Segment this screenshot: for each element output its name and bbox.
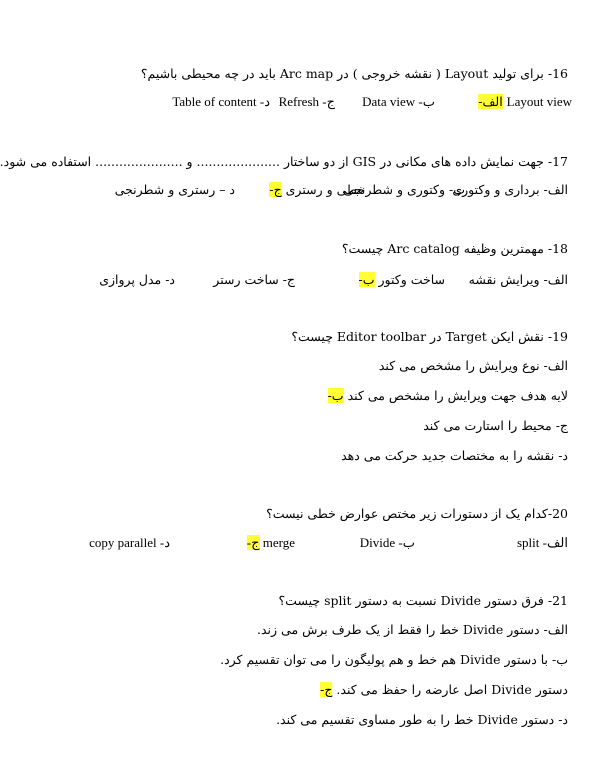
q17-question: 17- جهت نمایش داده های مکانی در GIS از دو ساختار ..................... و ...................... استفاده می شود. [0,154,568,169]
q20-option-d: د- copy parallel [89,535,170,550]
q21-question: 21- فرق دستور Divide نسبت به دستور split چیست؟ [278,593,568,608]
q18-option-b [359,271,446,289]
q17-option-a: الف- برداری و وکتوری [452,182,568,197]
q19-question: 19- نقش ایکن Target در Editor toolbar چیست؟ [291,329,568,344]
q17-option-b: ب- وکتوری و شطرنجی [343,182,465,197]
q19-option-c: ج- محیط را استارت می کند [423,418,568,433]
q21-option-d: د- دستور Divide خط را به طور مساوی تقسیم می کند. [276,712,568,727]
q21-option-a: الف- دستور Divide خط را فقط از یک طرف برش می زند. [257,622,568,637]
q20-option-c-text: merge [262,535,295,550]
q20-option-c-key: ج- [246,535,260,550]
q20-question: 20-کدام یک از دستورات زیر مختص عوارض خطی نیست؟ [266,506,568,521]
q20-option-c [247,534,295,552]
q16-option-d: د- Table of content [172,94,270,109]
q19-option-b-key: ب- [327,388,344,403]
q19-option-d: د- نقشه را به مختصات جدید حرکت می دهد [341,448,568,463]
q16-question: 16- برای تولید Layout ( نقشه خروجی ) در Arc map باید در چه محیطی باشیم؟ [140,66,568,81]
q16-option-a-key: الف- [478,94,503,109]
q19-option-a: الف- نوع ویرایش را مشخص می کند [378,358,568,373]
q18-option-b-key: ب- [358,272,375,287]
q20-option-b: ب- Divide [359,535,415,550]
q17-option-c [269,181,365,199]
q17-option-c-key: ج- [269,182,282,197]
q21-option-b: ب- با دستور Divide هم خط و هم پولیگون را می توان تقسیم کرد. [220,652,568,667]
q18-option-a: الف- ویرایش نقشه [468,272,568,287]
q20-option-a: الف- split [516,535,568,550]
q19-option-b-text: لایه هدف جهت ویرایش را مشخص می کند [347,388,568,403]
q21-option-c-key: ج- [320,682,333,697]
q16-option-b: ب- Data view [362,94,435,109]
q16-option-c: ج- Refresh [278,94,335,109]
q17-option-d: د – رستری و شطرنجی [114,182,235,197]
q21-option-c-text: دستور Divide اصل عارضه را حفظ می کند. [336,682,568,697]
q18-option-b-text: ساخت وکتور [378,272,445,287]
q17-option-c-text: خطی و رستری [285,182,365,197]
q21-option-c [320,681,568,699]
q18-question: 18- مهمترین وظیفه Arc catalog چیست؟ [341,241,568,256]
q19-option-b [328,387,568,405]
q18-option-c: ج- ساخت رستر [213,272,295,287]
q16-option-a-text: Layout view [506,94,572,109]
q18-option-d: د- مدل پروازی [99,272,175,287]
q16-option-a [478,93,572,111]
